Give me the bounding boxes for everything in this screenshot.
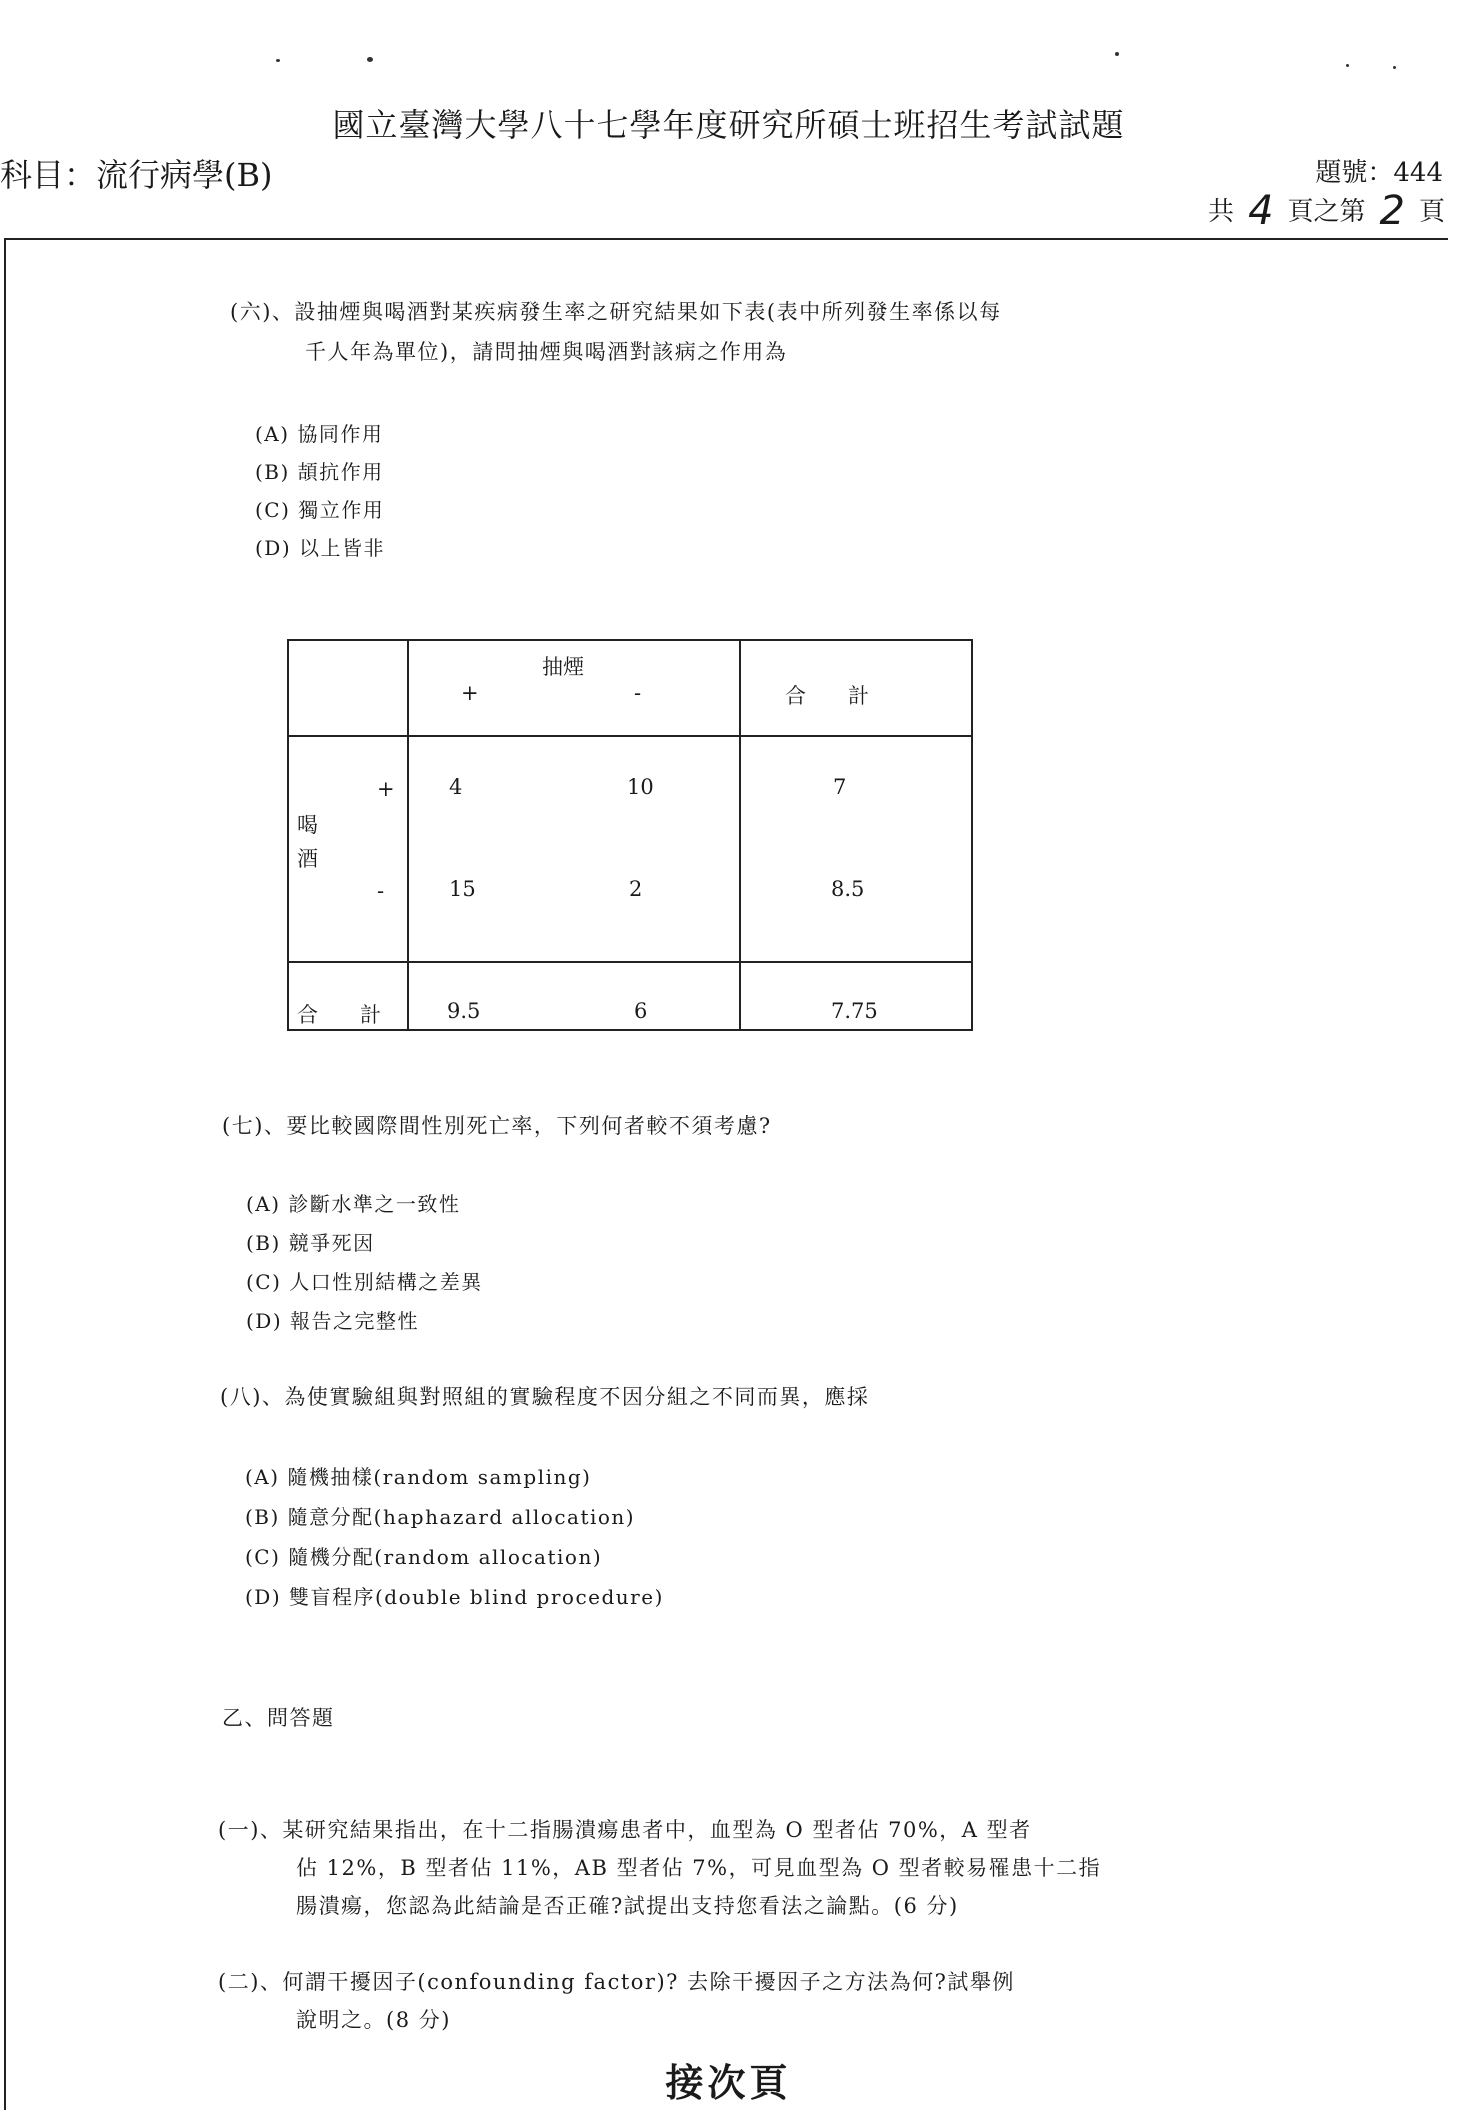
scan-speck: [1346, 64, 1349, 67]
exam-title: 國立臺灣大學八十七學年度研究所碩士班招生考試試題: [332, 106, 1125, 144]
scan-speck: [276, 59, 280, 62]
smoking-values-cell: [408, 736, 740, 962]
smoking-header-cell: [408, 640, 740, 736]
page-total: 4: [1248, 188, 1274, 234]
section-b-title: 乙、問答題: [222, 1706, 335, 1730]
subject-label: 科目：流行病學(B): [0, 156, 273, 194]
value-drink-plus-smoke-plus: 4: [449, 775, 463, 799]
q8-option-c: (C) 隨機分配(random allocation): [245, 1545, 603, 1569]
total-row-total-cell: [740, 962, 972, 1030]
total-smoke-plus: 9.5: [447, 999, 481, 1023]
scan-speck: [1393, 66, 1396, 69]
q6-option-a: (A) 協同作用: [255, 422, 384, 446]
drinking-plus: +: [377, 777, 395, 801]
scan-speck: [367, 57, 373, 62]
page-info: [1208, 188, 1445, 234]
qa2-line1: (二)、何謂干擾因子(confounding factor)? 去除干擾因子之方法為何?試舉例: [218, 1970, 1015, 1994]
total-column-label: 合 計: [785, 684, 869, 708]
page-info-suffix: 頁: [1418, 197, 1445, 227]
scan-speck: [1115, 52, 1119, 56]
q8-option-a: (A) 隨機抽樣(random sampling): [245, 1465, 592, 1489]
q6-option-d: (D) 以上皆非: [255, 536, 385, 560]
smoking-minus: -: [634, 681, 642, 705]
page-info-middle: 頁之第: [1287, 197, 1366, 227]
page-info-prefix: 共: [1208, 197, 1235, 227]
qa2-line2: 說明之。(8 分): [296, 2008, 451, 2032]
q6-stem-line1: (六)、設抽煙與喝酒對某疾病發生率之研究結果如下表(表中所列發生率係以每: [230, 300, 1002, 324]
value-drink-plus-total: 7: [833, 775, 847, 799]
total-header-cell: [740, 640, 972, 736]
total-row-label: 合 計: [297, 1003, 381, 1027]
value-drink-minus-smoke-minus: 2: [629, 877, 643, 901]
qa1-line1: (一)、某研究結果指出，在十二指腸潰瘍患者中，血型為 O 型者佔 70%，A 型者: [218, 1818, 1032, 1842]
qa1-line3: 腸潰瘍，您認為此結論是否正確?試提出支持您看法之論點。(6 分): [296, 1894, 959, 1918]
total-row-smoking-cell: [408, 962, 740, 1030]
q7-stem: (七)、要比較國際間性別死亡率，下列何者較不須考慮?: [222, 1114, 772, 1138]
q8-stem: (八)、為使實驗組與對照組的實驗程度不因分組之不同而異，應採: [220, 1385, 870, 1409]
total-smoke-minus: 6: [634, 999, 648, 1023]
value-drink-minus-total: 8.5: [831, 877, 865, 901]
value-drink-plus-smoke-minus: 10: [627, 775, 654, 799]
drinking-label-cell: [288, 736, 408, 962]
q8-option-d: (D) 雙盲程序(double blind procedure): [245, 1585, 664, 1609]
total-row-label-cell: [288, 962, 408, 1030]
grand-total: 7.75: [831, 999, 878, 1023]
q7-option-a: (A) 診斷水準之一致性: [246, 1192, 461, 1216]
drinking-minus: -: [377, 879, 385, 903]
q6-stem-line2: 千人年為單位)，請問抽煙與喝酒對該病之作用為: [305, 340, 788, 364]
question-number: 題號：444: [1315, 158, 1443, 188]
drinking-label-char2: 酒: [297, 847, 318, 871]
q7-option-c: (C) 人口性別結構之差異: [246, 1270, 483, 1294]
value-drink-minus-smoke-plus: 15: [449, 877, 476, 901]
page-current: 2: [1379, 188, 1405, 234]
q7-option-d: (D) 報告之完整性: [246, 1309, 419, 1333]
q6-option-b: (B) 頡抗作用: [255, 460, 384, 484]
smoking-plus: +: [461, 681, 479, 705]
qa1-line2: 佔 12%，B 型者佔 11%，AB 型者佔 7%，可見血型為 O 型者較易罹患十二指: [296, 1856, 1102, 1880]
q6-option-c: (C) 獨立作用: [255, 498, 385, 522]
q7-option-b: (B) 競爭死因: [246, 1231, 375, 1255]
q8-option-b: (B) 隨意分配(haphazard allocation): [245, 1505, 636, 1529]
smoking-label: 抽煙: [542, 655, 584, 679]
incidence-table: [287, 639, 973, 1031]
total-values-cell: [740, 736, 972, 962]
continued-next-page: 接次頁: [665, 2060, 792, 2105]
drinking-label-char1: 喝: [297, 813, 318, 837]
table-corner-cell: [288, 640, 408, 736]
